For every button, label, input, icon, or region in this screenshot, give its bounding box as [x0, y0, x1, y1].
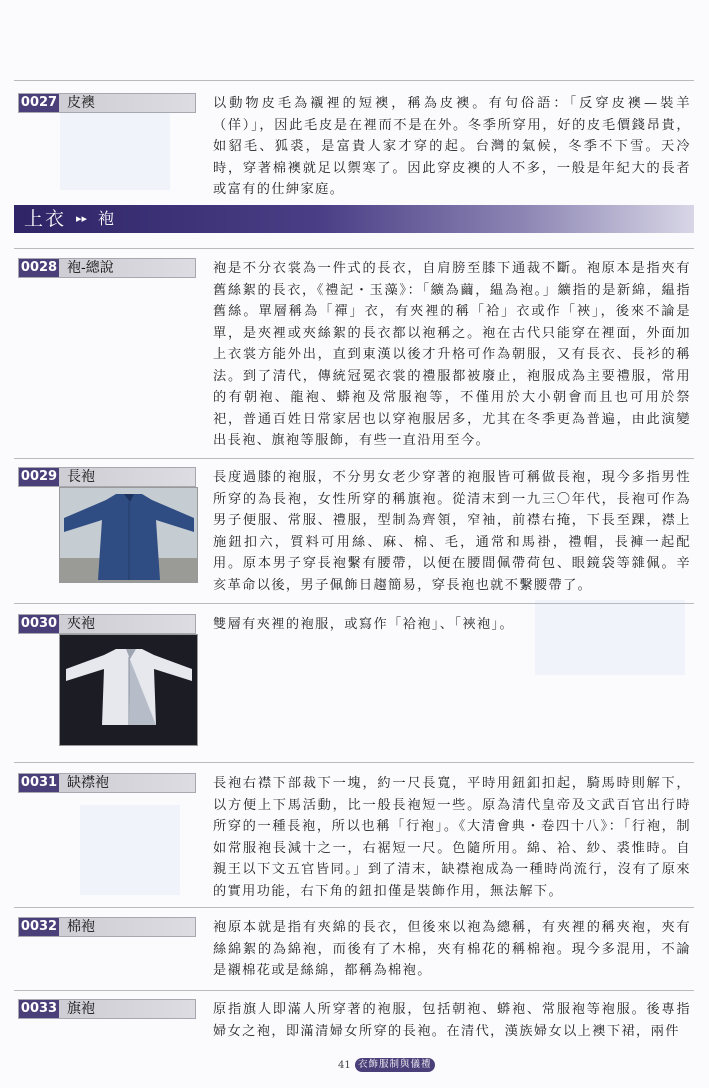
entry-term: 棉袍 [67, 919, 95, 935]
entry-0033 [18, 999, 694, 1047]
entry-text: 袍是不分衣裳為一件式的長衣，自肩膀至膝下通裁不斷。袍原本是指夾有舊絲絮的長衣，《禮記・玉藻》：「纊為繭，緼為袍。」纊指的是新綿，緼指舊絲。單層稱為「禪」衣，有夾裡的稱「袷」衣或作「裌」，後來不論是單，是夾裡或夾絲絮的長衣都以袍稱之。袍在古代只能穿在裡面，外面加上衣裳方能外出，直到東漢以後才升格可作為朝服，又有長衣、長衫的稱法。到了清代，傳統冠冕衣裳的禮服都被廢止，袍服成為主要禮服，常用的有朝袍、龍袍、蟒袍及常服袍等，不僅用於大小朝會而且也可用於祭祀，普通百姓日常家居也以穿袍服居多，尤其在冬季更為普遍，由此演變出長袍、旗袍等服飾，有些一直沿用至今。 [213, 261, 691, 448]
divider [14, 458, 694, 459]
entry-number: 0032 [20, 919, 58, 934]
entry-0029 [18, 467, 694, 597]
entry-0027 [18, 93, 694, 203]
entry-text: 雙層有夾裡的袍服，或寫作「袷袍」、「裌袍」。 [213, 617, 515, 632]
entry-tag [18, 773, 196, 793]
divider [14, 248, 694, 249]
entry-0028 [18, 258, 694, 458]
entry-text: 袍原本就是指有夾綿的長衣，但後來以袍為總稱，有夾裡的稱夾袍，夾有絲綿絮的為綿袍，而後有了木棉，夾有棉花的稱棉袍。現今多混用，不論是襯棉花或是絲綿，都稱為棉袍。 [213, 920, 691, 978]
entry-number: 0030 [20, 616, 58, 631]
entry-0030 [18, 614, 694, 754]
entry-number: 0033 [20, 1001, 58, 1016]
entry-0032 [18, 917, 694, 989]
entry-tag [18, 999, 196, 1019]
entry-number: 0028 [20, 260, 58, 275]
entry-tag [18, 258, 196, 278]
entry-text: 長度過膝的袍服，不分男女老少穿著的袍服皆可稱做長袍，現今多指男性所穿的為長袍，女性所穿的稱旗袍。從清末到一九三〇年代，長袍可作為男子便服、常服、禮服，型制為齊領，窄袖，前襟右掩，下長至踝，襟上施鈕扣六，質料可用絲、麻、棉、毛，通常和馬褂，禮帽，長褲一起配用。原本男子穿長袍繫有腰帶，以便在腰間佩帶荷包、眼鏡袋等雜佩。辛亥革命以後，男子佩飾日趨簡易，穿長袍也就不繫腰帶了。 [213, 470, 691, 593]
entry-text: 原指旗人即滿人所穿著的袍服，包括朝袍、蟒袍、常服袍等袍服。後專指婦女之袍，即滿清婦女所穿的長袍。在清代，漢族婦女以上襖下裙，兩件 [213, 1002, 691, 1039]
section-subtitle: 袍 [98, 209, 115, 228]
page-number: 41 [338, 1060, 351, 1071]
divider [14, 990, 694, 991]
entry-0031 [18, 773, 694, 903]
section-category: 上衣 [24, 208, 67, 230]
entry-number: 0029 [20, 469, 58, 484]
entry-tag [18, 917, 196, 937]
divider [14, 603, 694, 604]
entry-term: 皮襖 [67, 95, 95, 111]
entry-text: 以動物皮毛為襯裡的短襖，稱為皮襖。有句俗語：「反穿皮襖—裝羊（佯）」，因此毛皮是在裡而不是在外。冬季所穿用，好的皮毛價錢昂貴，如貂毛、狐裘，是富貴人家才穿的起。台灣的氣候，冬季不下雪。天冷時，穿著棉襖就足以禦寒了。因此穿皮襖的人不多，一般是年紀大的長者或富有的仕紳家庭。 [213, 96, 691, 197]
entry-term: 長袍 [67, 469, 95, 485]
entry-term: 袍-總說 [67, 260, 114, 276]
double-arrow-icon: ▸▸ [76, 212, 88, 225]
entry-term: 夾袍 [67, 616, 95, 632]
entry-term: 缺襟袍 [67, 775, 109, 791]
entry-tag [18, 93, 196, 113]
page-footer [300, 1058, 460, 1074]
long-robe-photo [59, 487, 198, 583]
divider [14, 80, 694, 81]
lined-robe-photo [59, 634, 198, 746]
book-title-badge: 衣飾服制與儀禮 [355, 1058, 435, 1072]
entry-text: 長袍右襟下部裁下一塊，約一尺長寬，平時用鈕釦扣起，騎馬時則解下，以方便上下馬活動，比一般長袍短一些。原為清代皇帝及文武百官出行時所穿的一種長袍，所以也稱「行袍」。《大清會典・卷四十八》：「行袍，制如常服袍長減十之一，右裾短一尺。色隨所用。綿、袷、紗、裘惟時。自親王以下文五官皆同。」到了清末，缺襟袍成為一種時尚流行，沒有了原來的實用功能，右下角的鈕扣僅是裝飾作用，無法解下。 [213, 776, 691, 899]
entry-number: 0027 [20, 95, 58, 110]
entry-term: 旗袍 [67, 1001, 95, 1017]
entry-number: 0031 [20, 775, 58, 790]
divider [14, 762, 694, 763]
entry-tag [18, 467, 196, 487]
entry-tag [18, 614, 196, 634]
divider [14, 907, 694, 908]
section-banner [14, 205, 694, 233]
